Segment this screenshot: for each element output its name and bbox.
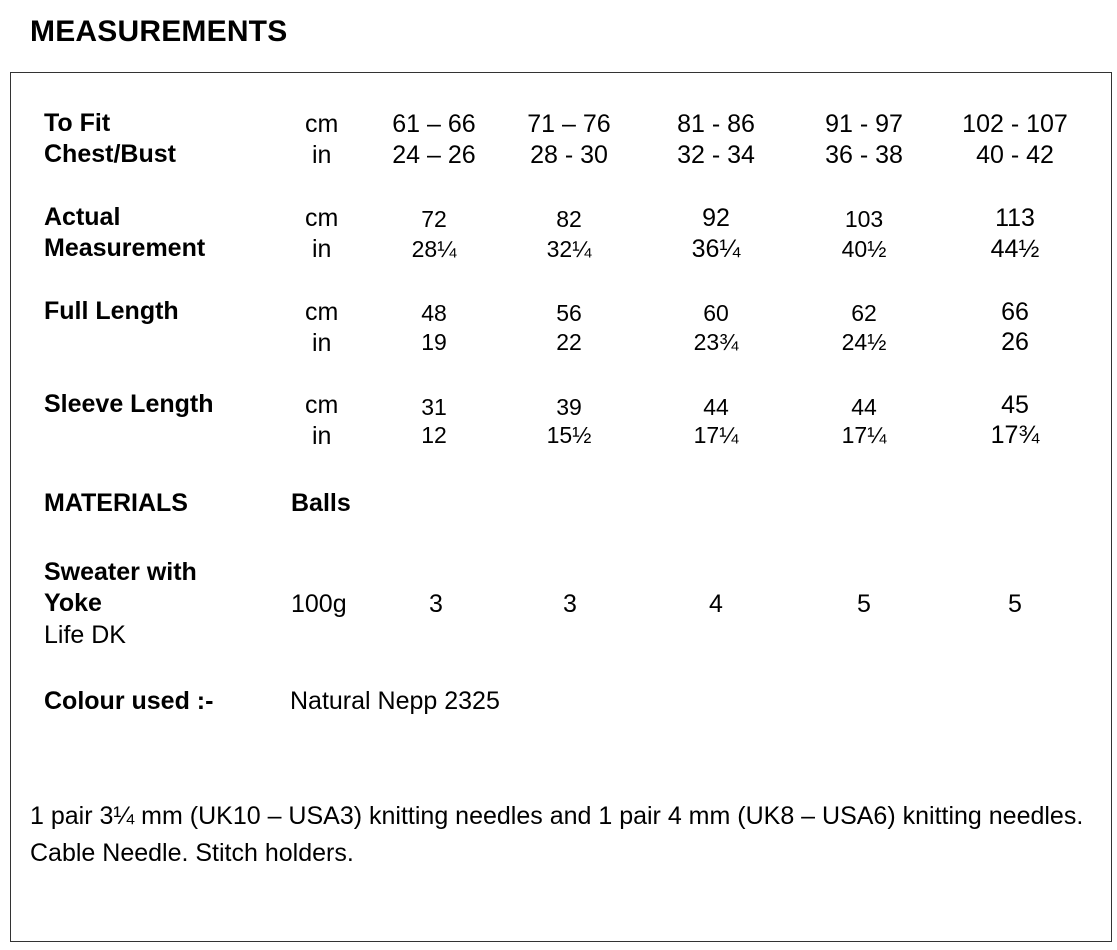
cell-in-size-2: 28 - 30: [530, 141, 608, 169]
cell-in-size-2: 32¼: [546, 236, 592, 262]
unit-cm: cm: [305, 110, 339, 138]
cell-in-size-5: 26: [1001, 328, 1029, 356]
row-label-measurement: Measurement: [44, 234, 206, 262]
cell-in-size-3: 17¼: [693, 422, 739, 448]
cell-in-size-5: 17¾: [990, 421, 1040, 449]
cell-cm-size-2: 56: [556, 300, 582, 326]
cell-in-size-1: 24 – 26: [392, 141, 476, 169]
unit-in: in: [312, 235, 332, 263]
row-label-chest-bust: Chest/Bust: [44, 140, 176, 168]
cell-in-size-4: 40½: [841, 236, 887, 262]
cell-in-size-4: 24½: [841, 329, 887, 355]
unit-in: in: [312, 141, 332, 169]
needles-note: 1 pair 3¼ mm (UK10 – USA3) knitting needles and 1 pair 4 mm (UK8 – USA6) knitting needles. Cable Needle. Stitch holders.: [30, 802, 1084, 867]
cell-cm-size-1: 31: [421, 394, 447, 420]
cell-in-size-1: 19: [421, 329, 447, 355]
colour-label: Colour used :-: [44, 687, 214, 715]
cell-in-size-1: 28¼: [411, 236, 457, 262]
cell-in-size-3: 36¼: [691, 235, 741, 263]
cell-in-size-2: 22: [556, 329, 582, 355]
colour-value: Natural Nepp 2325: [290, 687, 500, 715]
cell-cm-size-3: 44: [703, 394, 729, 420]
cell-cm-size-1: 61 – 66: [392, 110, 476, 138]
cell-cm-size-3: 60: [703, 300, 729, 326]
cell-in-size-2: 15½: [546, 422, 592, 448]
materials-heading: MATERIALS: [44, 489, 188, 517]
cell-cm-size-2: 82: [556, 206, 582, 232]
balls-size-5: 5: [1008, 590, 1022, 618]
cell-cm-size-3: 92: [702, 204, 730, 232]
cell-in-size-4: 36 - 38: [825, 141, 903, 169]
cell-in-size-5: 44½: [990, 235, 1040, 263]
balls-size-2: 3: [563, 590, 577, 618]
yarn-weight: 100g: [291, 590, 347, 618]
cell-cm-size-1: 72: [421, 206, 447, 232]
row-label-sleeve-length: Sleeve Length: [44, 390, 214, 418]
cell-cm-size-2: 39: [556, 394, 582, 420]
unit-cm: cm: [305, 204, 339, 232]
row-label-to-fit: To Fit: [44, 109, 111, 137]
row-label-full-length: Full Length: [44, 297, 179, 325]
sweater-label-line2: Yoke: [44, 589, 102, 617]
cell-cm-size-2: 71 – 76: [527, 110, 611, 138]
unit-in: in: [312, 422, 332, 450]
sweater-label-line1: Sweater with: [44, 558, 197, 586]
balls-size-1: 3: [429, 590, 443, 618]
unit-cm: cm: [305, 298, 339, 326]
cell-cm-size-4: 103: [844, 206, 884, 232]
cell-in-size-5: 40 - 42: [976, 141, 1054, 169]
cell-in-size-3: 32 - 34: [677, 141, 755, 169]
cell-cm-size-5: 45: [1001, 391, 1029, 419]
row-label-actual: Actual: [44, 203, 121, 231]
unit-in: in: [312, 329, 332, 357]
balls-size-3: 4: [709, 590, 723, 618]
yarn-name: Life DK: [44, 621, 126, 649]
cell-cm-size-5: 113: [995, 204, 1035, 232]
cell-in-size-4: 17¼: [841, 422, 887, 448]
cell-cm-size-5: 66: [1001, 298, 1029, 326]
cell-cm-size-4: 44: [851, 394, 877, 420]
unit-cm: cm: [305, 391, 339, 419]
cell-cm-size-3: 81 - 86: [677, 110, 755, 138]
balls-label: Balls: [291, 489, 351, 517]
cell-in-size-1: 12: [421, 422, 447, 448]
cell-cm-size-5: 102 - 107: [962, 110, 1068, 138]
cell-cm-size-4: 91 - 97: [825, 110, 903, 138]
cell-cm-size-1: 48: [421, 300, 447, 326]
cell-in-size-3: 23¾: [693, 329, 739, 355]
page-title: MEASUREMENTS: [30, 15, 288, 48]
cell-cm-size-4: 62: [851, 300, 877, 326]
balls-size-4: 5: [857, 590, 871, 618]
